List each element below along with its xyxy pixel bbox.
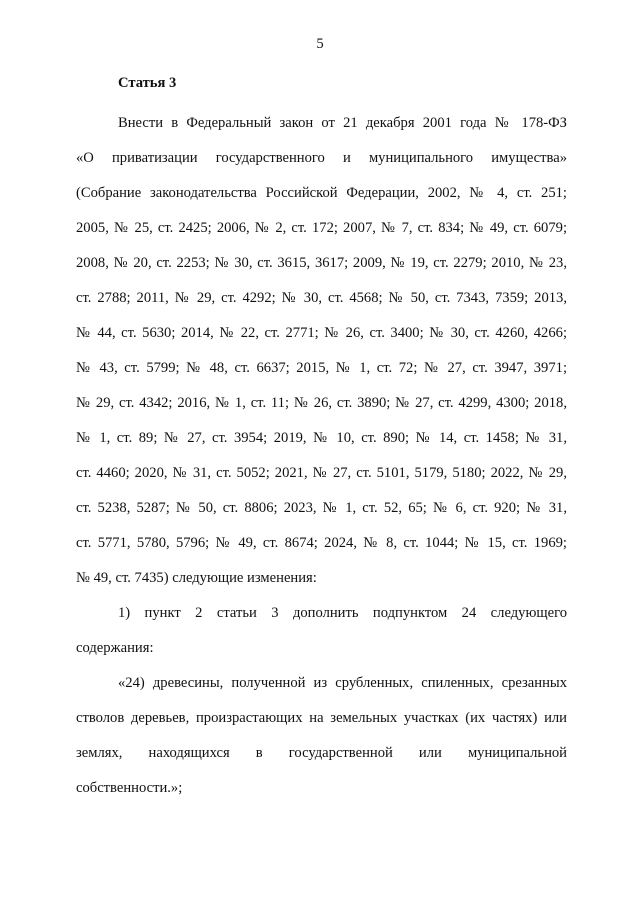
paragraph-line: ст. 2788; 2011, № 29, ст. 4292; № 30, ст. 4568; № 50, ст. 7343, 7359; 2013, xyxy=(76,290,567,306)
paragraph-line: землях, находящихся в государственной или муниципальной xyxy=(76,745,567,761)
paragraph-line: ст. 5771, 5780, 5796; № 49, ст. 8674; 2024, № 8, ст. 1044; № 15, ст. 1969; xyxy=(76,535,567,551)
paragraph-line: ст. 4460; 2020, № 31, ст. 5052; 2021, № 27, ст. 5101, 5179, 5180; 2022, № 29, xyxy=(76,465,567,481)
paragraph-line: «О приватизации государственного и муниципального имущества» xyxy=(76,150,567,166)
paragraph-line: № 43, ст. 5799; № 48, ст. 6637; 2015, № 1, ст. 72; № 27, ст. 3947, 3971; xyxy=(76,360,567,376)
paragraph-line: (Собрание законодательства Российской Федерации, 2002, № 4, ст. 251; xyxy=(76,185,567,201)
paragraph-line: собственности.»; xyxy=(76,780,183,796)
paragraph-line: «24) древесины, полученной из срубленных, спиленных, срезанных xyxy=(118,675,567,691)
paragraph-line: № 44, ст. 5630; 2014, № 22, ст. 2771; № 26, ст. 3400; № 30, ст. 4260, 4266; xyxy=(76,325,567,341)
paragraph-line: № 49, ст. 7435) следующие изменения: xyxy=(76,570,317,586)
page-number: 5 xyxy=(316,36,324,52)
paragraph-line: ст. 5238, 5287; № 50, ст. 8806; 2023, № 1, ст. 52, 65; № 6, ст. 920; № 31, xyxy=(76,500,567,516)
paragraph-line: Внести в Федеральный закон от 21 декабря 2001 года № 178-ФЗ xyxy=(118,115,567,131)
paragraph-line: 2008, № 20, ст. 2253; № 30, ст. 3615, 3617; 2009, № 19, ст. 2279; 2010, № 23, xyxy=(76,255,567,271)
paragraph-line: стволов деревьев, произрастающих на земельных участках (их частях) или xyxy=(76,710,567,726)
paragraph-line: № 1, ст. 89; № 27, ст. 3954; 2019, № 10, ст. 890; № 14, ст. 1458; № 31, xyxy=(76,430,567,446)
paragraph-line: содержания: xyxy=(76,640,154,656)
paragraph-line: 1) пункт 2 статьи 3 дополнить подпунктом 24 следующего xyxy=(118,605,567,621)
paragraph-line: № 29, ст. 4342; 2016, № 1, ст. 11; № 26, ст. 3890; № 27, ст. 4299, 4300; 2018, xyxy=(76,395,567,411)
paragraph-line: 2005, № 25, ст. 2425; 2006, № 2, ст. 172; 2007, № 7, ст. 834; № 49, ст. 6079; xyxy=(76,220,567,236)
article-heading: Статья 3 xyxy=(118,75,177,91)
